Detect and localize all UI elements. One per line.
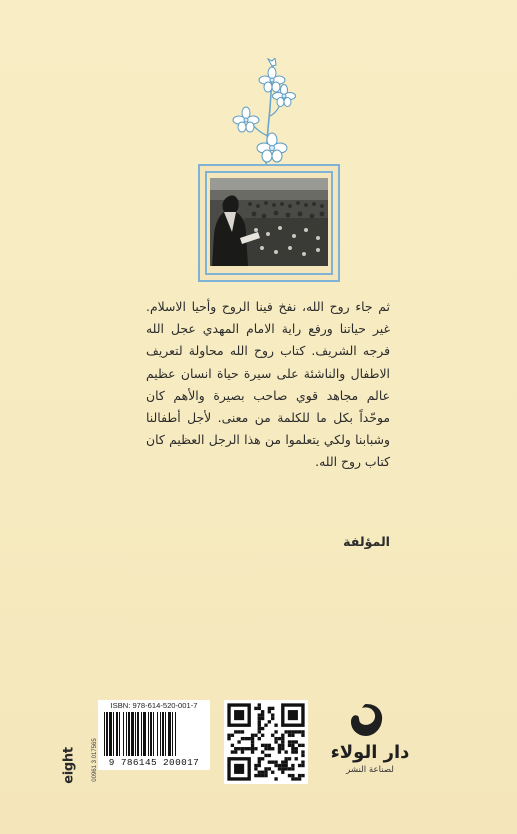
barcode-digits: 9 786145 200017 [108, 757, 200, 768]
qr-module [281, 740, 284, 743]
qr-module [271, 747, 274, 750]
qr-module [261, 717, 264, 720]
qr-module [284, 757, 287, 760]
qr-module [258, 764, 261, 767]
qr-finder-core [234, 764, 244, 774]
qr-module [264, 754, 267, 757]
barcode-bar [153, 712, 154, 756]
qr-module [234, 750, 237, 753]
side-code-number: 00961 3 017565 [92, 738, 98, 782]
barcode-bar [168, 712, 171, 756]
qr-module [258, 774, 261, 777]
qr-module [258, 737, 261, 740]
qr-module [227, 734, 230, 737]
qr-module [251, 734, 254, 737]
qr-module [291, 740, 294, 743]
qr-module [301, 764, 304, 767]
qr-module [251, 737, 254, 740]
barcode-bar [131, 712, 134, 756]
qr-module [241, 737, 244, 740]
qr-code [224, 700, 308, 784]
qr-module [284, 764, 287, 767]
historical-photo [210, 178, 328, 266]
qr-module [301, 750, 304, 753]
qr-module [264, 724, 267, 727]
barcode-bar [148, 712, 149, 756]
qr-module [254, 734, 257, 737]
barcode-bar [157, 712, 158, 756]
barcode-bar [135, 712, 136, 756]
qr-module [278, 737, 281, 740]
qr-module [298, 730, 301, 733]
barcode-bar [160, 712, 161, 756]
barcode-bar [116, 712, 118, 756]
qr-module [244, 737, 247, 740]
qr-module [278, 750, 281, 753]
barcode-bar [106, 712, 108, 756]
qr-module [234, 730, 237, 733]
qr-module [241, 747, 244, 750]
qr-module [251, 750, 254, 753]
qr-module [301, 730, 304, 733]
qr-module [281, 771, 284, 774]
qr-module [231, 750, 234, 753]
qr-module [278, 747, 281, 750]
qr-module [291, 747, 294, 750]
qr-module [258, 730, 261, 733]
qr-module [288, 730, 291, 733]
publisher-name: دار الولاء [330, 742, 410, 763]
qr-module [288, 774, 291, 777]
qr-module [254, 774, 257, 777]
qr-module [268, 710, 271, 713]
qr-finder-core [288, 710, 298, 720]
qr-module [281, 744, 284, 747]
qr-module [284, 730, 287, 733]
qr-module [268, 707, 271, 710]
qr-module [241, 730, 244, 733]
qr-module [261, 757, 264, 760]
qr-module [271, 717, 274, 720]
qr-module [288, 744, 291, 747]
qr-module [301, 754, 304, 757]
qr-module [298, 774, 301, 777]
publisher-logo-icon [346, 700, 386, 740]
qr-module [288, 757, 291, 760]
barcode-bar [137, 712, 139, 756]
qr-module [278, 767, 281, 770]
qr-module [271, 734, 274, 737]
qr-module [295, 757, 298, 760]
qr-module [268, 754, 271, 757]
barcode-bar [143, 712, 146, 756]
qr-module [264, 774, 267, 777]
qr-module [258, 713, 261, 716]
qr-module [295, 750, 298, 753]
qr-module [258, 720, 261, 723]
barcode-bar [119, 712, 120, 756]
qr-module [251, 747, 254, 750]
qr-module [264, 747, 267, 750]
qr-module [258, 717, 261, 720]
qr-module [248, 737, 251, 740]
qr-module [271, 713, 274, 716]
qr-module [274, 740, 277, 743]
qr-module [261, 744, 264, 747]
qr-module [254, 747, 257, 750]
barcode-bar [172, 712, 173, 756]
qr-module [291, 764, 294, 767]
qr-module [288, 740, 291, 743]
barcode-bar [123, 712, 124, 756]
qr-module [254, 767, 257, 770]
qr-module [274, 730, 277, 733]
qr-module [291, 744, 294, 747]
eight-imprint-logo [56, 738, 82, 792]
qr-module [281, 764, 284, 767]
qr-module [258, 727, 261, 730]
qr-module [258, 757, 261, 760]
qr-module [258, 724, 261, 727]
qr-module [258, 707, 261, 710]
barcode-bar [104, 712, 105, 756]
qr-module [237, 730, 240, 733]
qr-module [264, 767, 267, 770]
qr-module [274, 760, 277, 763]
publisher-tagline: لصناعة النشر [346, 765, 394, 775]
qr-module [288, 734, 291, 737]
qr-module [248, 747, 251, 750]
qr-module [261, 727, 264, 730]
eight-logo-word: eight [61, 747, 77, 784]
qr-module [261, 710, 264, 713]
qr-module [281, 734, 284, 737]
qr-module [301, 774, 304, 777]
qr-module [291, 774, 294, 777]
qr-module [291, 750, 294, 753]
qr-module [254, 764, 257, 767]
qr-module [268, 747, 271, 750]
qr-module [268, 767, 271, 770]
qr-module [301, 760, 304, 763]
barcode-bar [150, 712, 152, 756]
qr-module [258, 771, 261, 774]
qr-module [237, 740, 240, 743]
qr-module [278, 764, 281, 767]
qr-module [288, 767, 291, 770]
qr-module [261, 734, 264, 737]
qr-module [244, 747, 247, 750]
qr-module [291, 734, 294, 737]
barcode-bar [175, 712, 176, 756]
barcode-bar [113, 712, 114, 756]
qr-module [298, 744, 301, 747]
qr-module [258, 703, 261, 706]
qr-module [298, 777, 301, 780]
barcode-bars [102, 712, 206, 756]
qr-module [301, 734, 304, 737]
qr-module [268, 744, 271, 747]
qr-module [251, 744, 254, 747]
qr-module [251, 740, 254, 743]
qr-module [274, 724, 277, 727]
qr-module [295, 740, 298, 743]
qr-module [291, 777, 294, 780]
qr-module [284, 750, 287, 753]
qr-module [258, 760, 261, 763]
qr-module [268, 760, 271, 763]
qr-module [284, 767, 287, 770]
qr-module [261, 771, 264, 774]
back-cover-blurb: ثم جاء روح الله، نفخ فينا الروح وأحيا الاسلام. غير حياتنا ورفع راية الامام المهدي عجل الله فرجه الشريف. كتاب روح الله محاولة لتعريف الاطفال والناشئة على سيرة حياة انسان عظيم عالم مجاهد قوي صاحب بصيرة والأهم كان موحّداً بكل ما للكلمة من معنى. لأجل أطفالنا وشبابنا ولكي يتعلموا من هذا الرجل العظيم كان كتاب روح الله. [146, 299, 390, 470]
qr-module [234, 747, 237, 750]
qr-module [281, 737, 284, 740]
qr-module [295, 747, 298, 750]
qr-module [264, 744, 267, 747]
qr-module [291, 730, 294, 733]
qr-module [271, 771, 274, 774]
barcode-bar [126, 712, 127, 756]
qr-module [231, 734, 234, 737]
photo-frame [198, 164, 340, 282]
qr-module [254, 707, 257, 710]
qr-module [261, 750, 264, 753]
qr-module [281, 767, 284, 770]
barcode-bar [128, 712, 130, 756]
isbn-barcode [98, 700, 210, 770]
qr-module [271, 760, 274, 763]
qr-module [268, 720, 271, 723]
qr-module [281, 747, 284, 750]
author-signature: المؤلفة [343, 534, 390, 549]
qr-module [227, 737, 230, 740]
qr-module [278, 744, 281, 747]
barcode-bar [165, 712, 166, 756]
qr-module [274, 777, 277, 780]
qr-module [295, 730, 298, 733]
qr-module [261, 713, 264, 716]
qr-module [281, 760, 284, 763]
qr-module [298, 764, 301, 767]
barcode-bar [162, 712, 164, 756]
qr-module [271, 707, 274, 710]
orchid-flowers-illustration [228, 58, 298, 170]
qr-module [274, 737, 277, 740]
qr-module [264, 771, 267, 774]
qr-module [274, 764, 277, 767]
qr-module [291, 767, 294, 770]
qr-finder-core [234, 710, 244, 720]
qr-module [241, 750, 244, 753]
qr-module [261, 774, 264, 777]
qr-module [231, 744, 234, 747]
barcode-bar [141, 712, 142, 756]
qr-module [237, 747, 240, 750]
qr-module [284, 760, 287, 763]
isbn-label: ISBN: 978-614-520-001-7 [110, 701, 198, 710]
qr-module [301, 744, 304, 747]
barcode-bar [109, 712, 112, 756]
qr-module [295, 777, 298, 780]
